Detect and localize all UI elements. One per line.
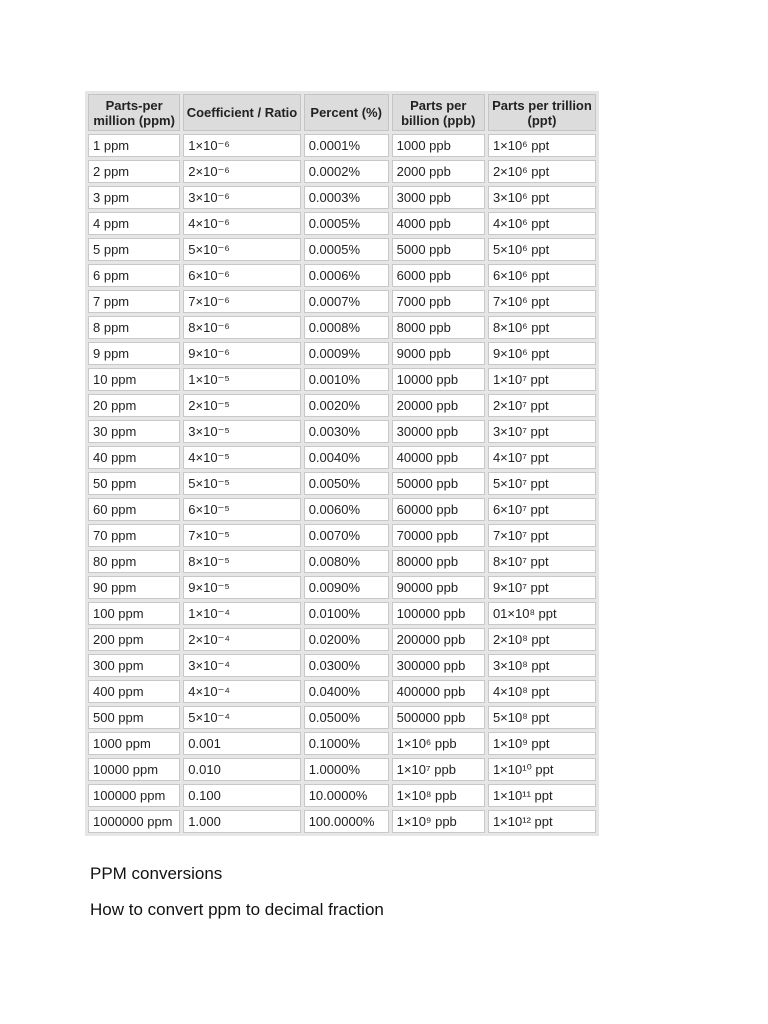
coefficient-cell: 8×10⁻⁶ — [183, 316, 300, 339]
coefficient-cell: 9×10⁻⁵ — [183, 576, 300, 599]
ppb-cell: 400000 ppb — [392, 680, 485, 703]
percent-cell: 10.0000% — [304, 784, 389, 807]
ppm-cell: 300 ppm — [88, 654, 180, 677]
ppm-cell: 4 ppm — [88, 212, 180, 235]
coefficient-cell: 0.010 — [183, 758, 300, 781]
coefficient-cell: 0.100 — [183, 784, 300, 807]
table-row — [88, 576, 596, 599]
coefficient-cell: 5×10⁻⁶ — [183, 238, 300, 261]
ppm-cell: 1000000 ppm — [88, 810, 180, 833]
percent-cell: 0.0090% — [304, 576, 389, 599]
ppm-cell: 200 ppm — [88, 628, 180, 651]
table-row — [88, 472, 596, 495]
table-row — [88, 758, 596, 781]
table-row — [88, 498, 596, 521]
ppb-cell: 3000 ppb — [392, 186, 485, 209]
percent-cell: 0.0007% — [304, 290, 389, 313]
table-row — [88, 212, 596, 235]
percent-cell: 0.0080% — [304, 550, 389, 573]
coefficient-cell: 0.001 — [183, 732, 300, 755]
percent-cell: 0.0060% — [304, 498, 389, 521]
ppb-cell: 40000 ppb — [392, 446, 485, 469]
ppb-cell: 1×10⁶ ppb — [392, 732, 485, 755]
percent-cell: 0.0200% — [304, 628, 389, 651]
ppt-cell: 1×10¹⁰ ppt — [488, 758, 596, 781]
percent-cell: 0.0400% — [304, 680, 389, 703]
header-ppt: Parts per trillion (ppt) — [488, 94, 596, 131]
percent-cell: 1.0000% — [304, 758, 389, 781]
coefficient-cell: 4×10⁻⁵ — [183, 446, 300, 469]
ppt-cell: 2×10⁷ ppt — [488, 394, 596, 417]
ppb-cell: 60000 ppb — [392, 498, 485, 521]
ppm-cell: 9 ppm — [88, 342, 180, 365]
table-row — [88, 810, 596, 833]
percent-cell: 0.0500% — [304, 706, 389, 729]
coefficient-cell: 1×10⁻⁵ — [183, 368, 300, 391]
ppb-cell: 30000 ppb — [392, 420, 485, 443]
table-row — [88, 602, 596, 625]
table-row — [88, 732, 596, 755]
caption-convert-ppm-decimal: How to convert ppm to decimal fraction — [90, 900, 384, 919]
ppm-cell: 90 ppm — [88, 576, 180, 599]
ppm-cell: 50 ppm — [88, 472, 180, 495]
header-ppb: Parts per billion (ppb) — [392, 94, 485, 131]
ppt-cell: 1×10⁷ ppt — [488, 368, 596, 391]
ppt-cell: 4×10⁸ ppt — [488, 680, 596, 703]
table-row — [88, 628, 596, 651]
ppt-cell: 7×10⁶ ppt — [488, 290, 596, 313]
percent-cell: 0.0008% — [304, 316, 389, 339]
ppm-cell: 1000 ppm — [88, 732, 180, 755]
ppt-cell: 3×10⁶ ppt — [488, 186, 596, 209]
ppb-cell: 5000 ppb — [392, 238, 485, 261]
coefficient-cell: 5×10⁻⁴ — [183, 706, 300, 729]
ppm-cell: 20 ppm — [88, 394, 180, 417]
ppb-cell: 8000 ppb — [392, 316, 485, 339]
ppt-cell: 1×10¹² ppt — [488, 810, 596, 833]
table-row — [88, 134, 596, 157]
ppm-cell: 2 ppm — [88, 160, 180, 183]
header-coefficient: Coefficient / Ratio — [183, 94, 300, 131]
ppm-cell: 8 ppm — [88, 316, 180, 339]
header-ppm: Parts-per million (ppm) — [88, 94, 180, 131]
ppt-cell: 5×10⁷ ppt — [488, 472, 596, 495]
ppt-cell: 1×10⁶ ppt — [488, 134, 596, 157]
coefficient-cell: 3×10⁻⁶ — [183, 186, 300, 209]
table-row — [88, 420, 596, 443]
ppt-cell: 6×10⁶ ppt — [488, 264, 596, 287]
ppm-cell: 100000 ppm — [88, 784, 180, 807]
ppt-cell: 6×10⁷ ppt — [488, 498, 596, 521]
percent-cell: 0.0006% — [304, 264, 389, 287]
caption-ppm-conversions: PPM conversions — [90, 864, 223, 883]
ppt-cell: 2×10⁶ ppt — [488, 160, 596, 183]
ppt-cell: 4×10⁶ ppt — [488, 212, 596, 235]
coefficient-cell: 1×10⁻⁴ — [183, 602, 300, 625]
coefficient-cell: 7×10⁻⁵ — [183, 524, 300, 547]
ppm-cell: 100 ppm — [88, 602, 180, 625]
ppm-cell: 10 ppm — [88, 368, 180, 391]
table-row — [88, 186, 596, 209]
coefficient-cell: 4×10⁻⁶ — [183, 212, 300, 235]
percent-cell: 0.0100% — [304, 602, 389, 625]
ppm-cell: 1 ppm — [88, 134, 180, 157]
coefficient-cell: 3×10⁻⁴ — [183, 654, 300, 677]
ppt-cell: 3×10⁸ ppt — [488, 654, 596, 677]
ppm-cell: 30 ppm — [88, 420, 180, 443]
ppt-cell: 2×10⁸ ppt — [488, 628, 596, 651]
table-row — [88, 316, 596, 339]
ppt-cell: 5×10⁶ ppt — [488, 238, 596, 261]
ppm-cell: 500 ppm — [88, 706, 180, 729]
percent-cell: 0.0070% — [304, 524, 389, 547]
ppt-cell: 9×10⁶ ppt — [488, 342, 596, 365]
table-row — [88, 706, 596, 729]
percent-cell: 0.0005% — [304, 238, 389, 261]
ppt-cell: 7×10⁷ ppt — [488, 524, 596, 547]
percent-cell: 0.0030% — [304, 420, 389, 443]
ppb-cell: 90000 ppb — [392, 576, 485, 599]
coefficient-cell: 6×10⁻⁶ — [183, 264, 300, 287]
table-row — [88, 680, 596, 703]
coefficient-cell: 5×10⁻⁵ — [183, 472, 300, 495]
ppm-cell: 7 ppm — [88, 290, 180, 313]
ppm-cell: 70 ppm — [88, 524, 180, 547]
coefficient-cell: 2×10⁻⁵ — [183, 394, 300, 417]
coefficient-cell: 8×10⁻⁵ — [183, 550, 300, 573]
ppt-cell: 5×10⁸ ppt — [488, 706, 596, 729]
percent-cell: 0.0001% — [304, 134, 389, 157]
ppb-cell: 1×10⁸ ppb — [392, 784, 485, 807]
table-header-row — [88, 94, 596, 131]
ppb-cell: 50000 ppb — [392, 472, 485, 495]
coefficient-cell: 1.000 — [183, 810, 300, 833]
percent-cell: 0.0020% — [304, 394, 389, 417]
ppt-cell: 9×10⁷ ppt — [488, 576, 596, 599]
ppb-cell: 300000 ppb — [392, 654, 485, 677]
coefficient-cell: 3×10⁻⁵ — [183, 420, 300, 443]
ppt-cell: 8×10⁷ ppt — [488, 550, 596, 573]
percent-cell: 0.0050% — [304, 472, 389, 495]
table-row — [88, 264, 596, 287]
ppb-cell: 100000 ppb — [392, 602, 485, 625]
ppb-cell: 20000 ppb — [392, 394, 485, 417]
ppb-cell: 1×10⁷ ppb — [392, 758, 485, 781]
ppb-cell: 2000 ppb — [392, 160, 485, 183]
percent-cell: 0.0002% — [304, 160, 389, 183]
table-row — [88, 368, 596, 391]
table-row — [88, 290, 596, 313]
table-row — [88, 550, 596, 573]
table-row — [88, 524, 596, 547]
ppt-cell: 3×10⁷ ppt — [488, 420, 596, 443]
ppt-cell: 01×10⁸ ppt — [488, 602, 596, 625]
table-row — [88, 784, 596, 807]
ppb-cell: 70000 ppb — [392, 524, 485, 547]
ppb-cell: 4000 ppb — [392, 212, 485, 235]
ppt-cell: 1×10⁹ ppt — [488, 732, 596, 755]
table-row — [88, 446, 596, 469]
coefficient-cell: 2×10⁻⁶ — [183, 160, 300, 183]
conversion-table-container — [85, 91, 599, 836]
coefficient-cell: 6×10⁻⁵ — [183, 498, 300, 521]
ppm-conversion-table — [85, 91, 599, 836]
ppb-cell: 500000 ppb — [392, 706, 485, 729]
ppb-cell: 9000 ppb — [392, 342, 485, 365]
ppm-cell: 60 ppm — [88, 498, 180, 521]
percent-cell: 0.0003% — [304, 186, 389, 209]
percent-cell: 100.0000% — [304, 810, 389, 833]
coefficient-cell: 7×10⁻⁶ — [183, 290, 300, 313]
ppt-cell: 4×10⁷ ppt — [488, 446, 596, 469]
table-row — [88, 238, 596, 261]
ppb-cell: 10000 ppb — [392, 368, 485, 391]
ppb-cell: 1000 ppb — [392, 134, 485, 157]
coefficient-cell: 4×10⁻⁴ — [183, 680, 300, 703]
percent-cell: 0.0040% — [304, 446, 389, 469]
ppt-cell: 8×10⁶ ppt — [488, 316, 596, 339]
table-row — [88, 342, 596, 365]
table-row — [88, 654, 596, 677]
ppb-cell: 6000 ppb — [392, 264, 485, 287]
ppb-cell: 200000 ppb — [392, 628, 485, 651]
percent-cell: 0.0005% — [304, 212, 389, 235]
percent-cell: 0.0010% — [304, 368, 389, 391]
percent-cell: 0.1000% — [304, 732, 389, 755]
coefficient-cell: 1×10⁻⁶ — [183, 134, 300, 157]
ppm-cell: 40 ppm — [88, 446, 180, 469]
ppb-cell: 1×10⁹ ppb — [392, 810, 485, 833]
ppm-cell: 3 ppm — [88, 186, 180, 209]
percent-cell: 0.0300% — [304, 654, 389, 677]
header-percent: Percent (%) — [304, 94, 389, 131]
table-row — [88, 160, 596, 183]
ppm-cell: 10000 ppm — [88, 758, 180, 781]
ppb-cell: 80000 ppb — [392, 550, 485, 573]
ppb-cell: 7000 ppb — [392, 290, 485, 313]
ppm-cell: 80 ppm — [88, 550, 180, 573]
table-body — [88, 134, 596, 833]
table-row — [88, 394, 596, 417]
ppm-cell: 5 ppm — [88, 238, 180, 261]
ppm-cell: 6 ppm — [88, 264, 180, 287]
coefficient-cell: 2×10⁻⁴ — [183, 628, 300, 651]
ppt-cell: 1×10¹¹ ppt — [488, 784, 596, 807]
percent-cell: 0.0009% — [304, 342, 389, 365]
coefficient-cell: 9×10⁻⁶ — [183, 342, 300, 365]
ppm-cell: 400 ppm — [88, 680, 180, 703]
